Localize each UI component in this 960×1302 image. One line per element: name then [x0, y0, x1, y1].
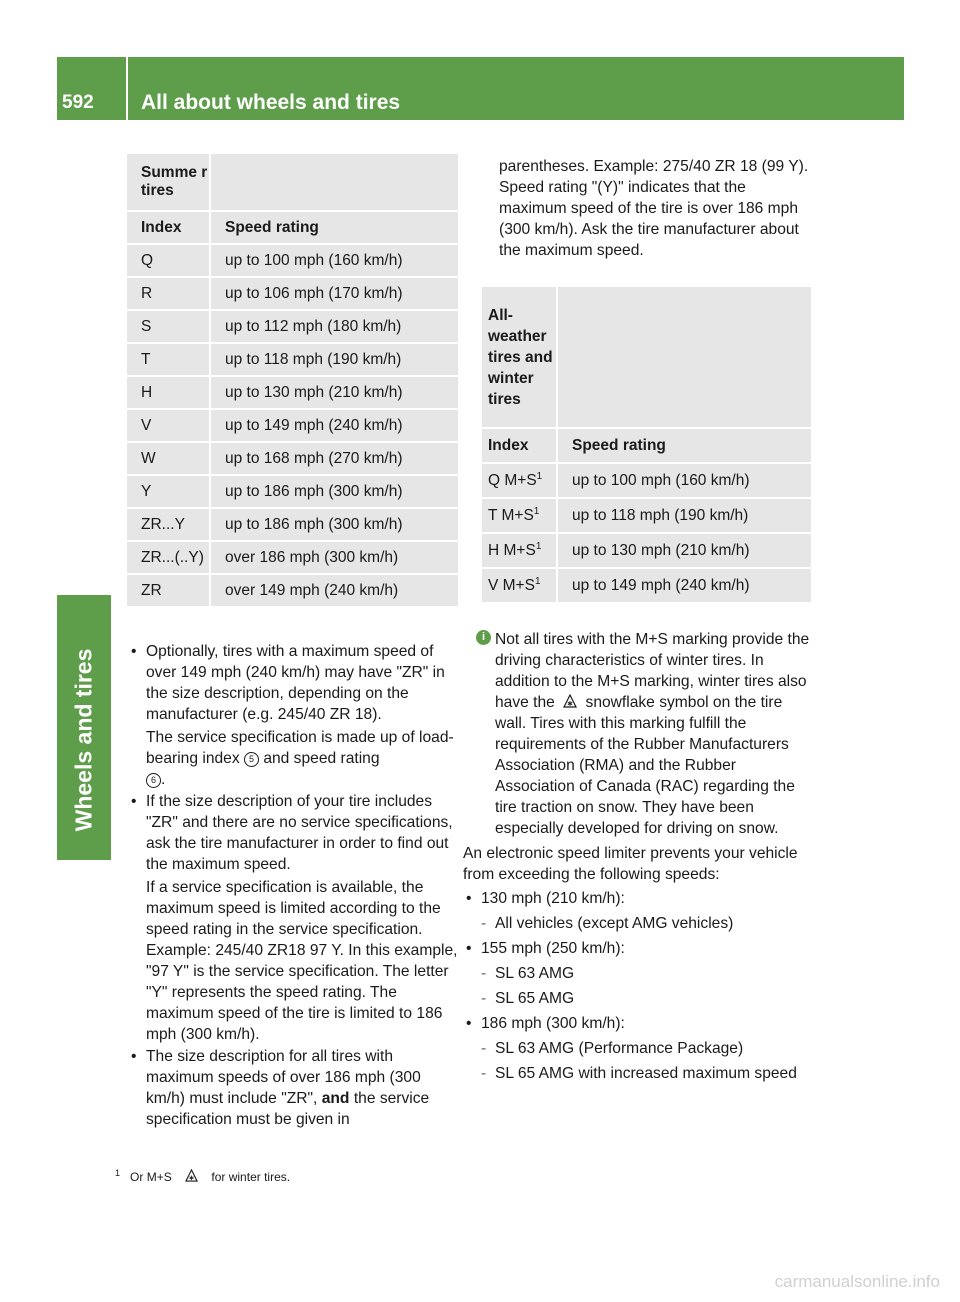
- table-row: [482, 532, 811, 567]
- speed-cell: up to 130 mph (210 km/h): [558, 532, 811, 567]
- table-row: [127, 441, 458, 474]
- info-icon: i: [476, 630, 491, 645]
- zr-required-text-b: the service specification must be given in: [146, 1090, 430, 1128]
- table-row: [127, 243, 458, 276]
- speed-cell: up to 130 mph (210 km/h): [211, 375, 458, 408]
- service-spec-text-b: and speed rating: [263, 750, 380, 767]
- speed-cell: over 149 mph (240 km/h): [211, 573, 458, 606]
- speed-cell: up to 112 mph (180 km/h): [211, 309, 458, 342]
- index-cell: [482, 532, 558, 567]
- speed-cell: up to 106 mph (170 km/h): [211, 276, 458, 309]
- index-cell: [482, 462, 558, 497]
- bullet-155: • 155 mph (250 km/h):: [463, 938, 813, 959]
- winter-table-title: All- weather tires and winter tires: [482, 287, 558, 427]
- table-row: [482, 567, 811, 602]
- snowflake-mountain-icon: [185, 1169, 198, 1182]
- info-text-b: snowflake symbol on the tire wall. Tires with this marking fulfill the requirements of the Rubber Manufacturers Association (RMA) and the Rubber Association of Canada (RAC) regarding the tire traction on snow. They have been especially developed for driving on snow.: [495, 694, 795, 837]
- table-row: [127, 375, 458, 408]
- table-row: [127, 309, 458, 342]
- winter-table-title-empty: [558, 287, 811, 427]
- index-text: H M+S: [488, 542, 536, 560]
- table-row: [127, 408, 458, 441]
- index-cell: W: [127, 441, 211, 474]
- summer-col-index: Index: [127, 210, 211, 243]
- index-cell: [482, 567, 558, 602]
- index-cell: [482, 497, 558, 532]
- footnote-mark: 1: [533, 505, 540, 517]
- continuation-text: parentheses. Example: 275/40 ZR 18 (99 Y). Speed rating "(Y)" indicates that the maximum speed of the tire is over 186 mph (300 km/h). Ask the tire manufacturer about the maximum speed.: [499, 158, 809, 259]
- service-spec-note: [128, 727, 460, 790]
- index-text: Q M+S: [488, 472, 537, 490]
- side-tab-label: Wheels and tires: [70, 648, 97, 832]
- index-cell: H: [127, 375, 211, 408]
- callout-6-icon: 6: [146, 773, 161, 788]
- index-text: V M+S: [488, 577, 535, 595]
- speed-cell: up to 118 mph (190 km/h): [211, 342, 458, 375]
- table-row: [127, 540, 458, 573]
- speed-cell: up to 149 mph (240 km/h): [558, 567, 811, 602]
- winter-col-speed: Speed rating: [558, 427, 811, 462]
- index-cell: ZR...(..Y): [127, 540, 211, 573]
- speed-cell: up to 168 mph (270 km/h): [211, 441, 458, 474]
- summer-tires-table: [127, 154, 458, 606]
- zr-required-bold: and: [321, 1090, 350, 1107]
- info-note: [481, 629, 813, 839]
- item-all-vehicles: - All vehicles (except AMG vehicles): [463, 913, 813, 934]
- service-spec-example: If a service specification is available, the maximum speed is limited according to the speed rating in the service specification. Example: 245/40 ZR18 97 Y. In this example, "97 Y" is the service specification. The letter "Y" represents the speed rating. The maximum speed of the tire is limited to 186 mph (300 km/h).: [146, 879, 458, 1043]
- speed-cell: up to 118 mph (190 km/h): [558, 497, 811, 532]
- index-text: T M+S: [488, 507, 534, 525]
- service-spec-text-end: .: [161, 771, 166, 788]
- item-sl63-performance: - SL 63 AMG (Performance Package): [463, 1038, 813, 1059]
- footnote-text-b: for winter tires.: [211, 1170, 291, 1184]
- index-cell: Y: [127, 474, 211, 507]
- speed-cell: up to 186 mph (300 km/h): [211, 474, 458, 507]
- speed-cell: up to 149 mph (240 km/h): [211, 408, 458, 441]
- index-cell: ZR...Y: [127, 507, 211, 540]
- winter-tires-table: [482, 287, 811, 602]
- item-sl63: - SL 63 AMG: [463, 963, 813, 984]
- index-cell: T: [127, 342, 211, 375]
- right-column-lower: [463, 629, 813, 1084]
- info-text-a: Not all tires with the M+S marking provide the driving characteristics of winter tires. In addition to the M+S marking, winter tires also have the: [495, 631, 810, 711]
- item-sl65: - SL 65 AMG: [463, 988, 813, 1009]
- right-column: [481, 156, 813, 261]
- table-row: [127, 342, 458, 375]
- item-sl65-increased: - SL 65 AMG with increased maximum speed: [463, 1063, 813, 1084]
- callout-5-icon: 5: [244, 752, 259, 767]
- table-row: [127, 507, 458, 540]
- speed-cell: up to 100 mph (160 km/h): [211, 243, 458, 276]
- limiter-intro: An electronic speed limiter prevents your vehicle from exceeding the following speeds:: [463, 845, 798, 883]
- snowflake-mountain-icon: [563, 694, 577, 708]
- page-number: 592: [62, 92, 94, 113]
- footnote-number: 1: [115, 1168, 121, 1178]
- speed-cell: over 186 mph (300 km/h): [211, 540, 458, 573]
- table-row: [127, 276, 458, 309]
- index-cell: R: [127, 276, 211, 309]
- bullet-zr-required: [128, 1046, 460, 1130]
- table-row: [482, 497, 811, 532]
- table-row: [482, 462, 811, 497]
- footnote: [115, 1168, 290, 1184]
- header-separator: [126, 57, 128, 120]
- bullet-zr-optional: • Optionally, tires with a maximum speed of over 149 mph (240 km/h) may have "ZR" in the size description, depending on the manufacturer (e.g. 245/40 ZR 18).: [128, 641, 460, 725]
- bullet-130: • 130 mph (210 km/h):: [463, 888, 813, 909]
- bullet-zr-no-spec: • If the size description of your tire includes "ZR" and there are no service specifications, ask the tire manufacturer in order to find out the maximum speed.: [128, 791, 460, 875]
- index-cell: S: [127, 309, 211, 342]
- index-cell: V: [127, 408, 211, 441]
- summer-table-title: Summe r tires: [127, 154, 211, 210]
- footnote-mark: 1: [534, 575, 541, 587]
- watermark: carmanualsonline.info: [774, 1272, 940, 1291]
- footnote-text-a: Or M+S: [130, 1170, 172, 1184]
- summer-table-title-empty: [211, 154, 458, 210]
- winter-col-index: Index: [482, 427, 558, 462]
- service-spec-text-a: The service specification is made up of load-bearing index: [146, 729, 454, 767]
- left-column: [128, 641, 460, 1130]
- speed-cell: up to 186 mph (300 km/h): [211, 507, 458, 540]
- summer-col-speed: Speed rating: [211, 210, 458, 243]
- bullet-186: • 186 mph (300 km/h):: [463, 1013, 813, 1034]
- table-row: [127, 474, 458, 507]
- footnote-mark: 1: [536, 470, 543, 482]
- speed-cell: up to 100 mph (160 km/h): [558, 462, 811, 497]
- table-row: [127, 573, 458, 606]
- index-cell: ZR: [127, 573, 211, 606]
- index-cell: Q: [127, 243, 211, 276]
- footnote-mark: 1: [535, 540, 542, 552]
- zr-required-text-a: The size description for all tires with maximum speeds of over 186 mph (300 km/h) must include "ZR",: [146, 1048, 421, 1107]
- section-title: All about wheels and tires: [141, 91, 401, 114]
